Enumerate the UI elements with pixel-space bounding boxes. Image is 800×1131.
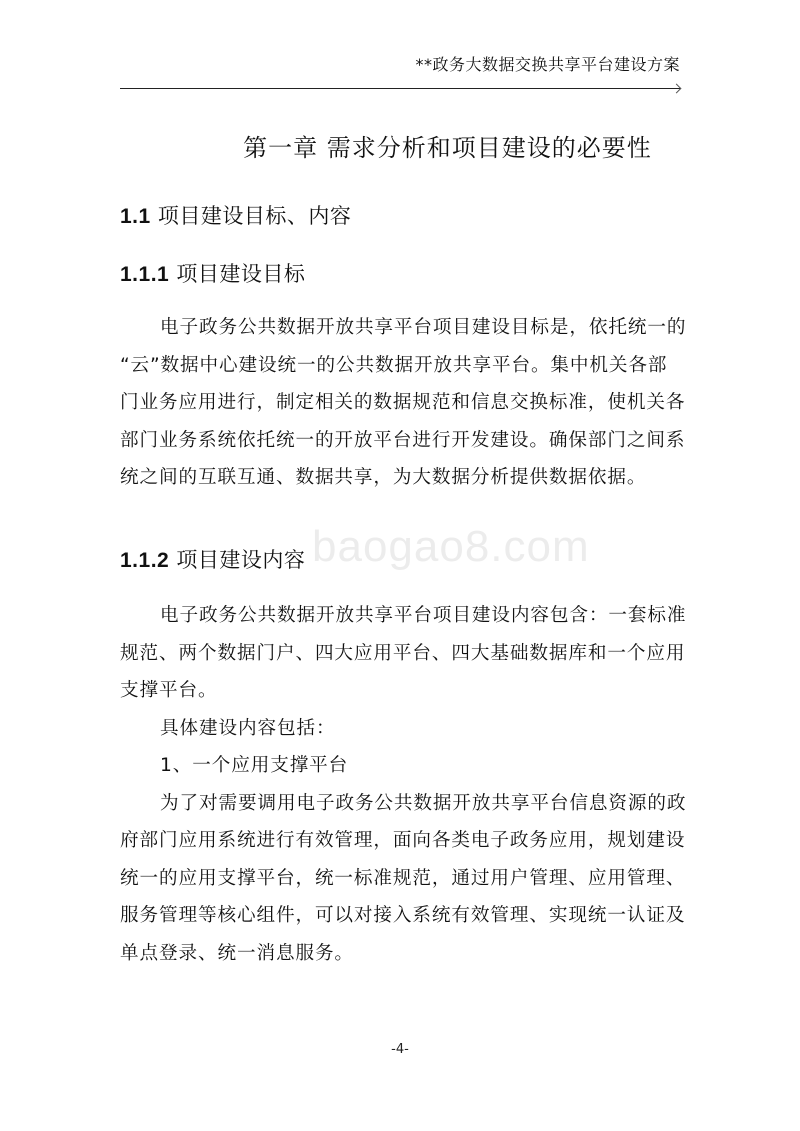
divider-end-mark [672,84,682,94]
paragraph-line: 具体建设内容包括： [160,717,336,739]
section-heading-1-1 [120,200,351,230]
paragraph-line: 府部门应用系统进行有效管理，面向各类电子政务应用，规划建设 [120,830,686,851]
paragraph-goal [120,309,687,497]
paragraph-line: 统一的应用支撑平台，统一标准规范，通过用户管理、应用管理、 [120,867,686,889]
header-divider [120,88,680,89]
section-heading-1-1-1 [120,258,305,288]
paragraph-line: 电子政务公共数据开放共享平台项目建设内容包含：一套标准 [160,605,687,626]
section-heading-1-1-2 [120,544,305,574]
section-number: 1.1 [120,205,151,228]
paragraph-content [120,597,687,972]
list-item-title: 1、一个应用支撑平台 [160,755,349,776]
page-number: -4- [391,1042,409,1057]
paragraph-line: 单点登录、统一消息服务。 [120,942,354,964]
paragraph-line: 统之间的互联互通、数据共享，为大数据分析提供数据依据。 [120,467,647,488]
paragraph-line: 电子政务公共数据开放共享平台项目建设目标是，依托统一的 [160,317,687,338]
section-title: 项目建设目标 [169,262,306,286]
section-title: 项目建设内容 [169,548,306,572]
section-title: 项目建设目标、内容 [150,204,352,228]
section-number: 1.1.2 [120,549,170,572]
paragraph-line: 门业务应用进行，制定相关的数据规范和信息交换标准，使机关各 [120,392,686,413]
paragraph-line: 部门业务系统依托统一的开放平台进行开发建设。确保部门之间系 [120,429,686,451]
paragraph-line: 规范、两个数据门户、四大应用平台、四大基础数据库和一个应用 [120,642,686,664]
paragraph-line: 支撑平台。 [120,680,218,701]
watermark: baogao8.com [312,522,590,571]
running-header: **政务大数据交换共享平台建设方案 [415,55,680,74]
paragraph-line: “云”数据中心建设统一的公共数据开放共享平台。集中机关各部 [120,354,668,376]
section-number: 1.1.1 [120,263,170,286]
paragraph-line: 为了对需要调用电子政务公共数据开放共享平台信息资源的政 [160,792,687,814]
chapter-title: 第一章 需求分析和项目建设的必要性 [243,134,652,162]
paragraph-line: 服务管理等核心组件，可以对接入系统有效管理、实现统一认证及 [120,905,686,926]
